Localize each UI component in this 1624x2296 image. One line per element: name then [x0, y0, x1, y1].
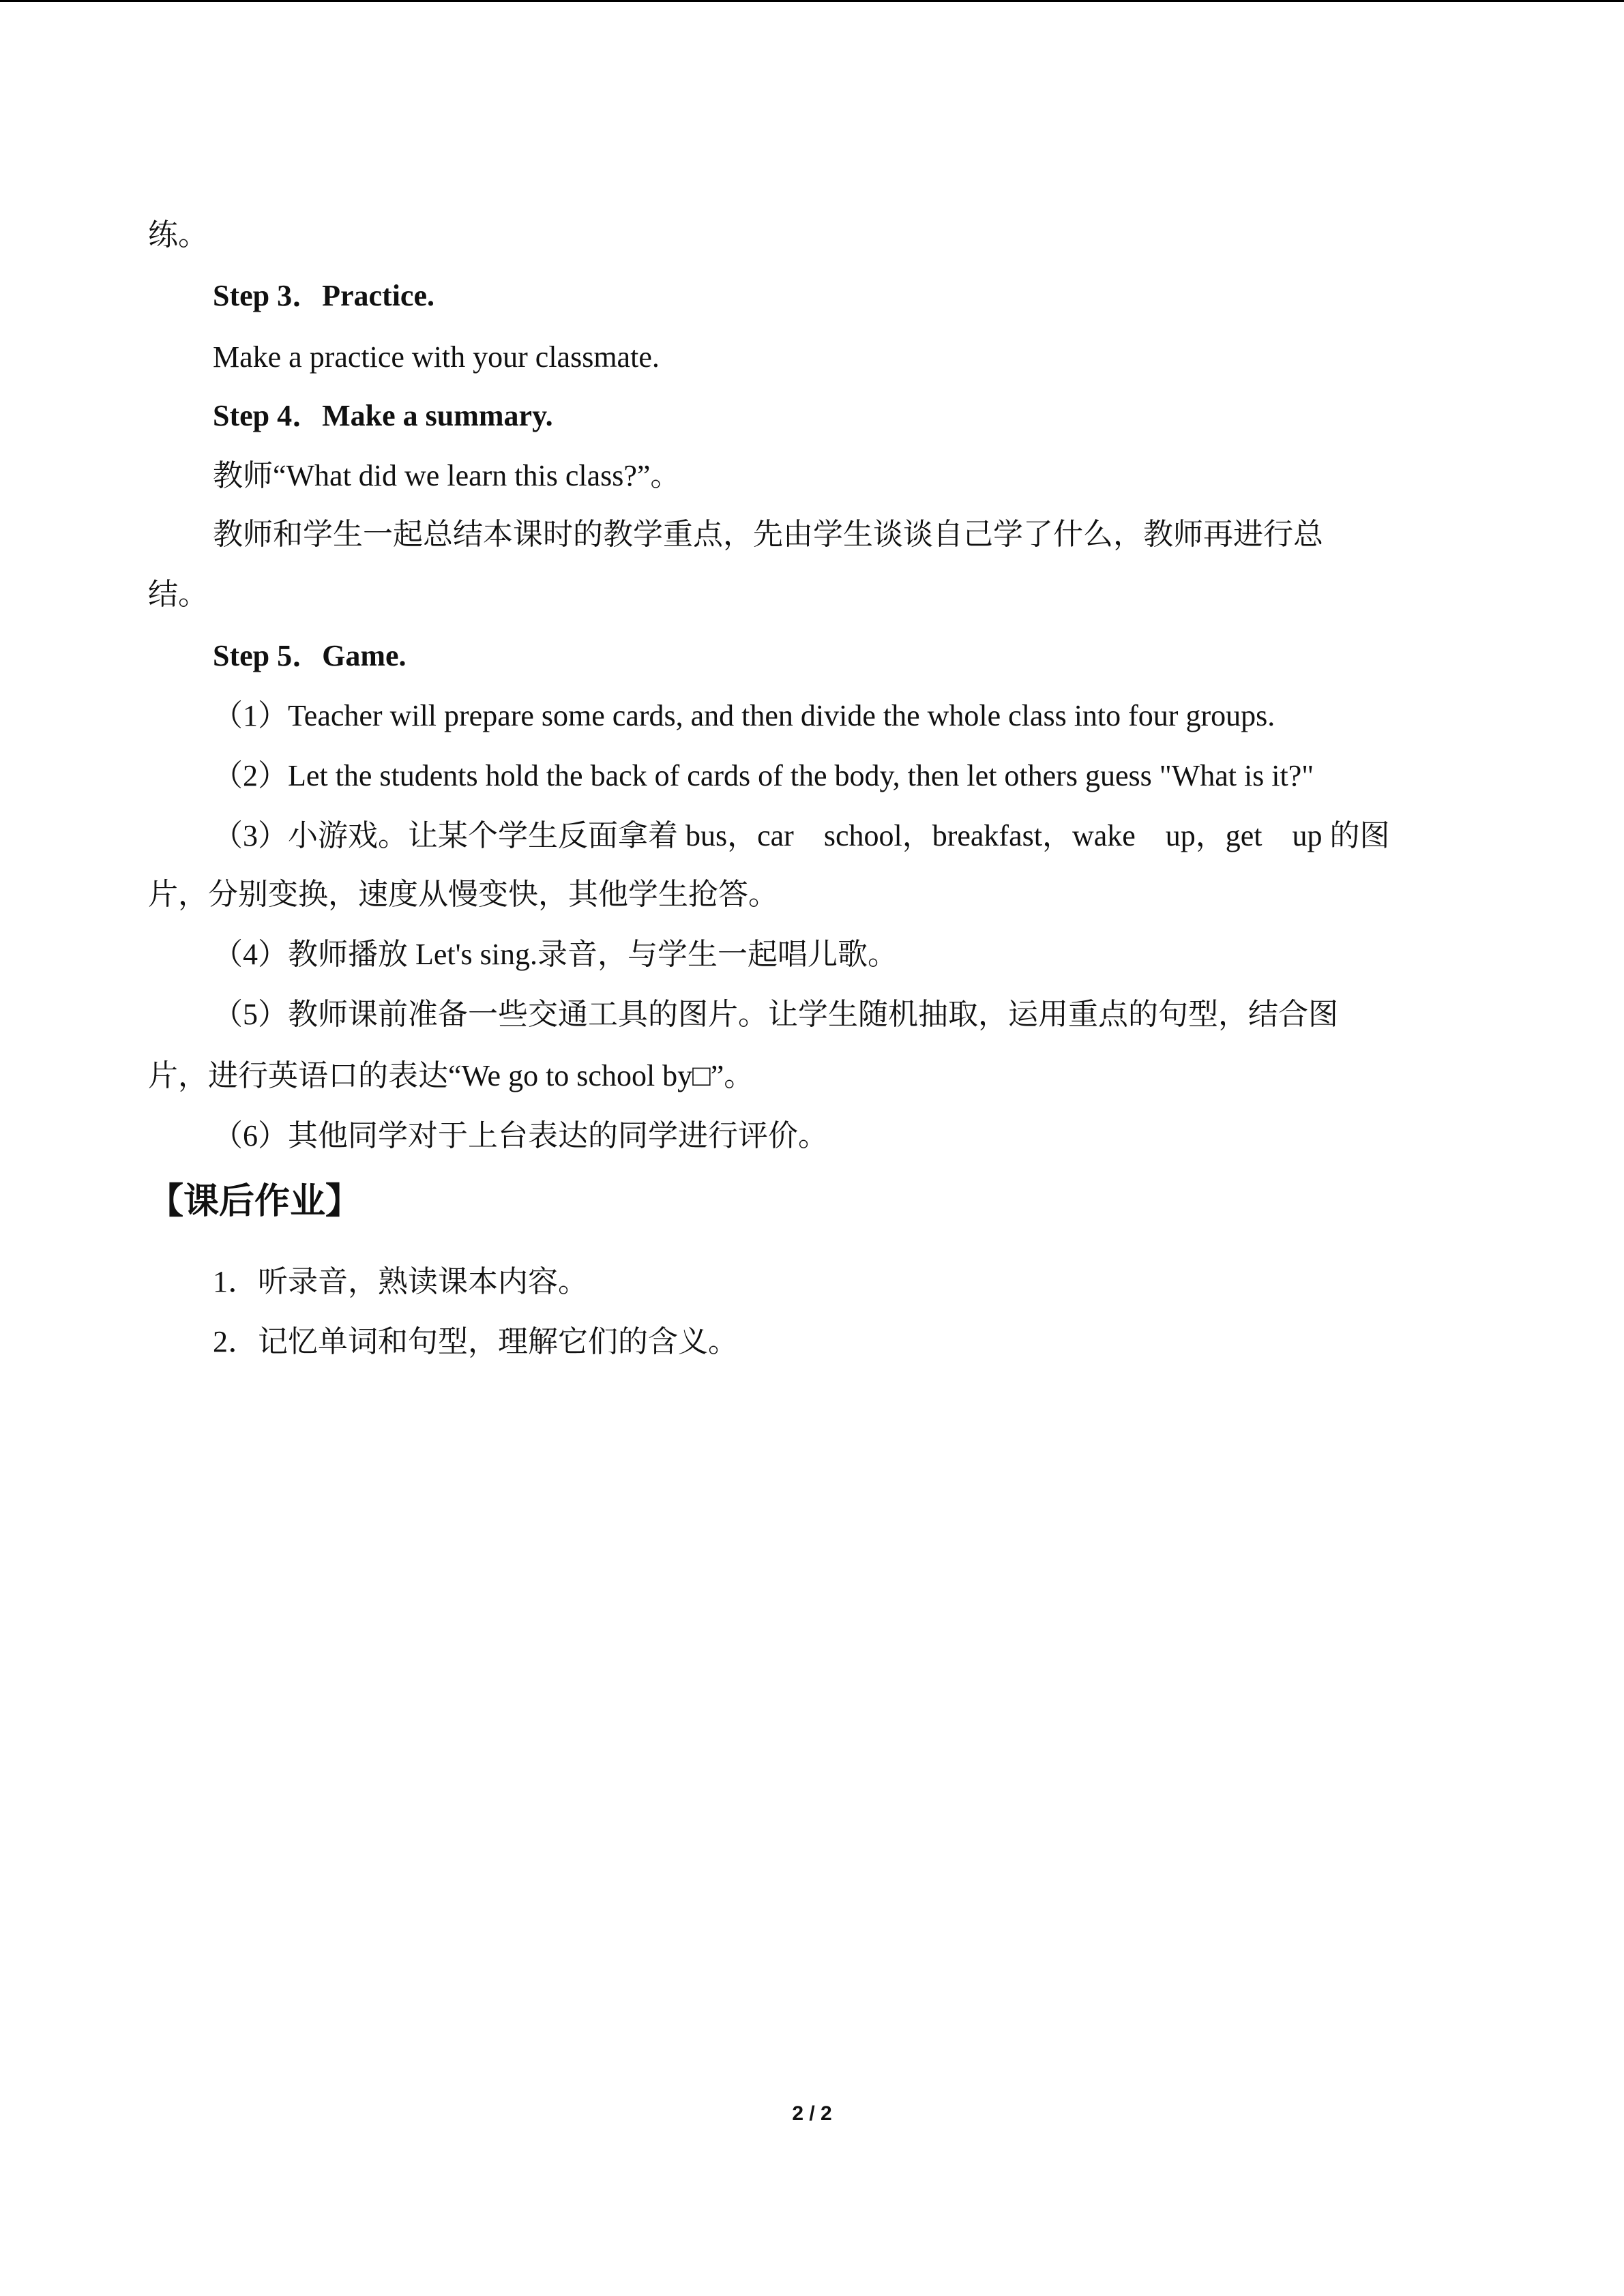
homework-heading: 【课后作业】: [148, 1181, 361, 1222]
text-line: （2）Let the students hold the back of cards of the body, then let others guess "What is it?": [213, 759, 1314, 792]
homework-item: 2．记忆单词和句型，理解它们的含义。: [213, 1325, 738, 1358]
text-line: Make a practice with your classmate.: [213, 340, 660, 374]
text-line: 片，进行英语口的表达“We go to school by□”。: [148, 1059, 754, 1092]
text-line: 结。: [148, 578, 208, 611]
text-line: （4）教师播放 Let's sing.录音，与学生一起唱儿歌。: [213, 938, 898, 971]
step-heading: Step 5．Game.: [213, 639, 407, 672]
text-line: （3）小游戏。让某个学生反面拿着 bus，car school，breakfast，wake up，get up 的图: [213, 819, 1390, 852]
homework-item: 1．听录音，熟读课本内容。: [213, 1265, 588, 1298]
text-line: 练。: [148, 218, 208, 252]
page-number: 2 / 2: [792, 2102, 832, 2125]
text-line: 教师和学生一起总结本课时的教学重点，先由学生谈谈自己学了什么，教师再进行总: [213, 518, 1323, 551]
step-heading: Step 3．Practice.: [213, 279, 434, 312]
text-line: 片，分别变换，速度从慢变快，其他学生抢答。: [148, 878, 778, 911]
text-line: 教师“What did we learn this class?”。: [213, 459, 681, 492]
text-line: （1）Teacher will prepare some cards, and then divide the whole class into four groups.: [213, 699, 1275, 732]
text-line: （5）教师课前准备一些交通工具的图片。让学生随机抽取，运用重点的句型，结合图: [213, 998, 1338, 1031]
text-line: （6）其他同学对于上台表达的同学进行评价。: [213, 1119, 828, 1152]
step-heading: Step 4．Make a summary.: [213, 399, 553, 432]
